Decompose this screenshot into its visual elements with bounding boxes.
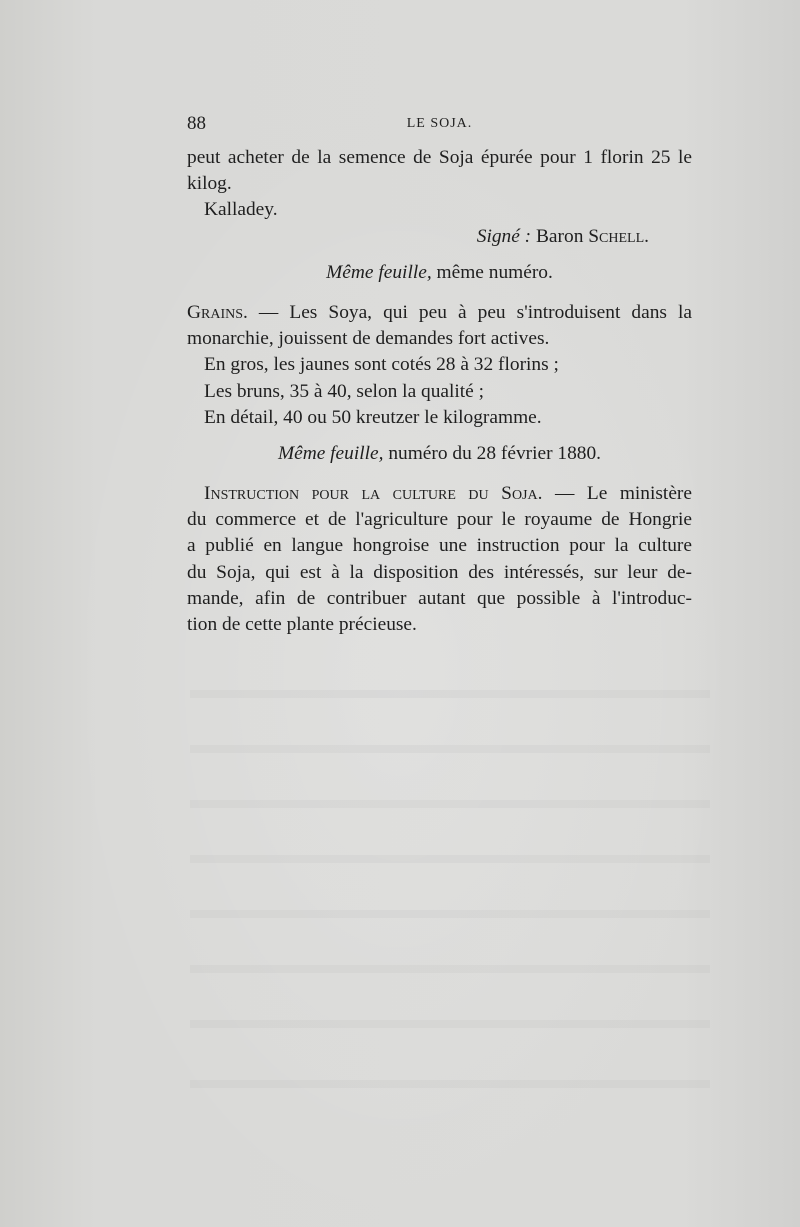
text-line xyxy=(187,481,692,507)
show-through xyxy=(190,745,710,753)
text-line: du commerce et de l'agriculture pour le royaume de Hongrie xyxy=(187,509,692,531)
signature-name: Schell. xyxy=(588,225,649,247)
text-line: peut acheter de la semence de Soja épurée pour 1 florin 25 le xyxy=(187,147,692,168)
show-through xyxy=(190,1080,710,1088)
page-header xyxy=(187,113,692,137)
text-fragment: — Le ministère xyxy=(542,483,692,505)
signature-line xyxy=(187,224,692,250)
running-title: LE SOJA. xyxy=(406,116,473,131)
paragraph-label: Grains. xyxy=(187,301,248,323)
text-line: mande, afin de contribuer autant que possible à l'introduc- xyxy=(187,587,692,609)
text-line: En détail, 40 ou 50 kreutzer le kilogramme. xyxy=(204,406,542,428)
signature-label: Signé : xyxy=(476,225,532,247)
text-line: tion de cette plante précieuse. xyxy=(187,614,417,635)
section-heading xyxy=(187,441,692,467)
text-line: a publié en langue hongroise une instruction pour la culture xyxy=(187,535,692,557)
paragraph-label: Instruction pour la culture du Soja. xyxy=(204,483,543,505)
place-line: Kalladey. xyxy=(204,199,278,221)
section-heading-rest: même numéro. xyxy=(431,261,553,283)
text-fragment: — Les Soya, qui peu à peu s'introduisent dans la xyxy=(247,301,692,323)
text-line: monarchie, jouissent de demandes fort actives. xyxy=(187,328,550,350)
section-heading-rest: numéro du 28 février 1880. xyxy=(383,442,602,464)
text-line: Les bruns, 35 à 40, selon la qualité ; xyxy=(204,380,485,402)
show-through xyxy=(190,965,710,973)
show-through xyxy=(190,855,710,863)
text-line: du Soja, qui est à la disposition des intéressés, sur leur de- xyxy=(187,561,692,583)
section-heading xyxy=(187,260,692,286)
section-heading-italic: Même feuille, xyxy=(277,442,384,464)
body-text xyxy=(187,145,692,638)
show-through xyxy=(190,690,710,698)
show-through xyxy=(190,800,710,808)
page-number: 88 xyxy=(187,113,206,134)
show-through xyxy=(190,1020,710,1028)
text-line xyxy=(187,300,692,326)
text-line: kilog. xyxy=(187,173,232,195)
signature-prefix: Baron xyxy=(536,225,589,247)
show-through xyxy=(190,910,710,918)
section-heading-italic: Même feuille, xyxy=(326,261,432,283)
text-line: En gros, les jaunes sont cotés 28 à 32 florins ; xyxy=(204,354,559,376)
